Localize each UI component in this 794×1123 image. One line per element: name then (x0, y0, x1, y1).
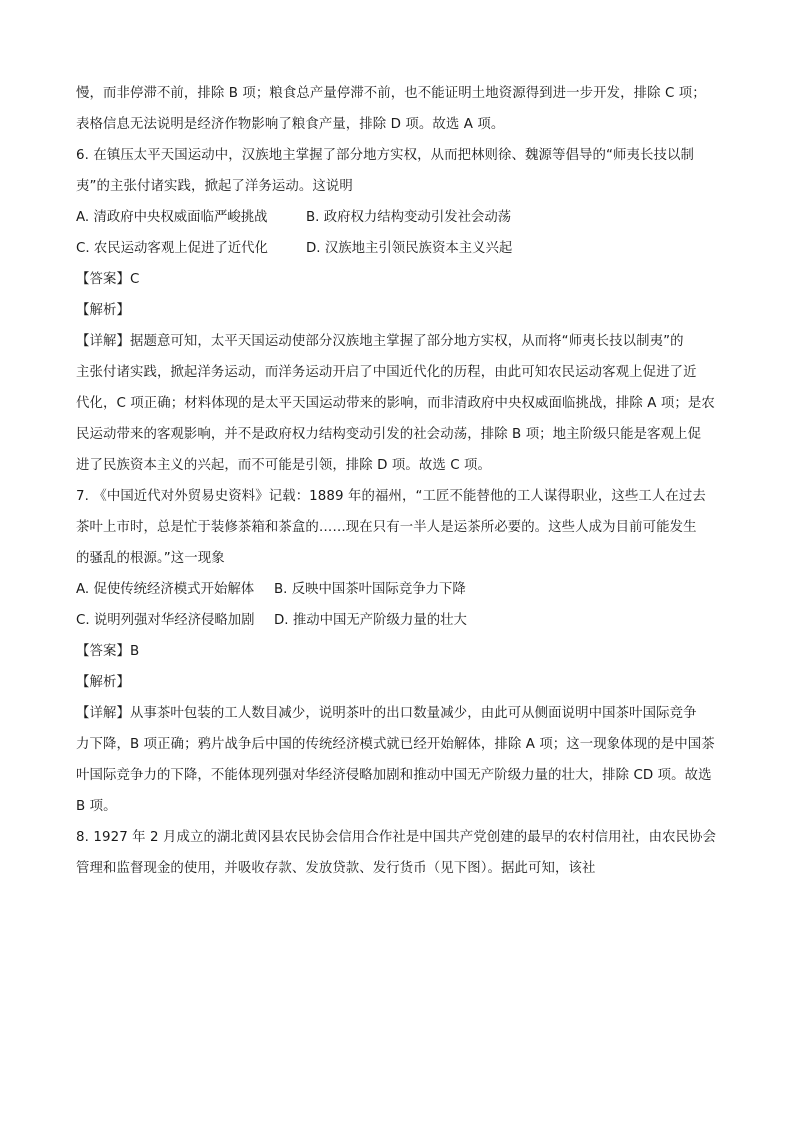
analysis-label: 【解析】 (76, 303, 130, 318)
question-stem-line: 茶叶上市时，总是忙于装修茶箱和茶盒的……现在只有一半人是运茶所必要的。这些人成为目前可能发生 (76, 520, 697, 535)
detail-line: 民运动带来的客观影响，并不是政府权力结构变动引发的社会动荡，排除 B 项；地主阶级只能是客观上促 (76, 427, 702, 442)
detail-line: 进了民族资本主义的兴起，而不可能是引领，排除 D 项。故选 C 项。 (76, 458, 492, 473)
detail-line: 【详解】据题意可知，太平天国运动使部分汉族地主掌握了部分地方实权，从而将“师夷长技以制夷”的 (76, 334, 684, 349)
question-7 (76, 481, 726, 822)
detail-line: B 项。 (76, 799, 117, 814)
option-d: D. 汉族地主引领民族资本主义兴起 (306, 241, 513, 256)
question-stem-line: 8. 1927 年 2 月成立的湖北黄冈县农民协会信用合作社是中国共产党创建的最早的农村信用社，由农民协会 (76, 830, 717, 845)
question-stem-line: 管理和监督现金的使用，并吸收存款、发放贷款、发行货币（见下图）。据此可知，该社 (76, 861, 596, 876)
question-stem-line: 7. 《中国近代对外贸易史资料》记载：1889 年的福州，“工匠不能替他的工人谋得职业，这些工人在过去 (76, 489, 706, 504)
detail-line: 力下降，B 项正确；鸦片战争后中国的传统经济模式就已经开始解体，排除 A 项；这一现象体现的是中国茶 (76, 737, 715, 752)
option-a: A. 促使传统经济模式开始解体 (76, 582, 255, 597)
option-row (76, 233, 726, 264)
page-content (76, 78, 726, 884)
previous-answer-continuation (76, 78, 726, 140)
text-line: 表格信息无法说明是经济作物影响了粮食产量，排除 D 项。故选 A 项。 (76, 117, 505, 132)
question-6 (76, 140, 726, 481)
detail-line: 主张付诸实践，掀起洋务运动，而洋务运动开启了中国近代化的历程，由此可知农民运动客观上促进了近 (76, 365, 697, 380)
detail-line: 代化，C 项正确；材料体现的是太平天国运动带来的影响，而非清政府中央权威面临挑战，排除 A 项；是农 (76, 396, 715, 411)
detail-line: 【详解】从事茶叶包装的工人数目减少，说明茶叶的出口数量减少，由此可从侧面说明中国茶叶国际竞争 (76, 706, 697, 721)
answer-line: 【答案】C (76, 272, 140, 287)
text-line: 慢，而非停滞不前，排除 B 项；粮食总产量停滞不前，也不能证明土地资源得到进一步开发，排除 C 项； (76, 86, 706, 101)
option-row (76, 574, 726, 605)
option-c: C. 农民运动客观上促进了近代化 (76, 241, 268, 256)
option-a: A. 清政府中央权威面临严峻挑战 (76, 210, 268, 225)
option-row (76, 605, 726, 636)
question-stem-line: 夷”的主张付诸实践，掀起了洋务运动。这说明 (76, 179, 353, 194)
answer-line: 【答案】B (76, 644, 140, 659)
question-stem-line: 的骚乱的根源。”这一现象 (76, 551, 225, 566)
analysis-label: 【解析】 (76, 675, 130, 690)
option-d: D. 推动中国无产阶级力量的壮大 (274, 613, 467, 628)
question-stem-line: 6. 在镇压太平天国运动中，汉族地主掌握了部分地方实权，从而把林则徐、魏源等倡导的“师夷长技以制 (76, 148, 694, 163)
detail-line: 叶国际竞争力的下降，不能体现列强对华经济侵略加剧和推动中国无产阶级力量的壮大，排除 CD 项。故选 (76, 768, 712, 783)
option-b: B. 政府权力结构变动引发社会动荡 (306, 210, 512, 225)
option-b: B. 反映中国茶叶国际竞争力下降 (274, 582, 466, 597)
question-8 (76, 822, 726, 884)
option-c: C. 说明列强对华经济侵略加剧 (76, 613, 255, 628)
option-row (76, 202, 726, 233)
